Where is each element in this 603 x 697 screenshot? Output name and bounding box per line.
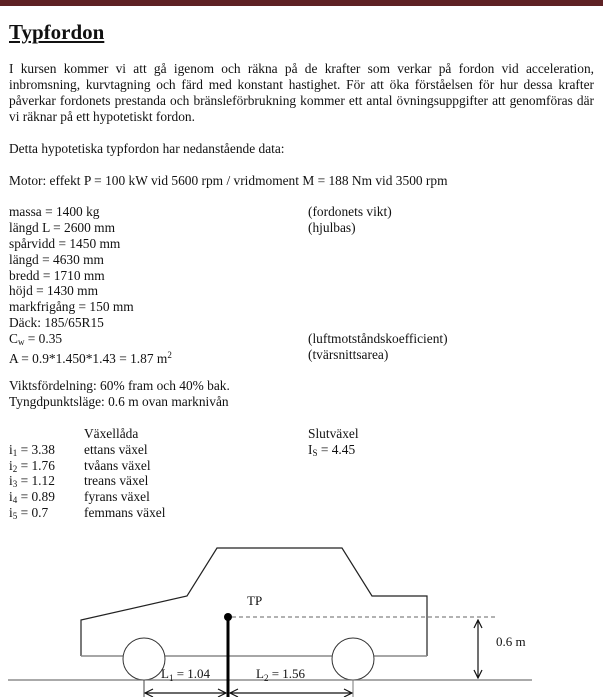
spec-area-note: (tvärsnittsarea) [308, 347, 389, 362]
spec-hojd: höjd = 1430 mm [9, 283, 99, 298]
gear-name-1: ettans växel [84, 442, 148, 457]
spec-langd-l-note: (hjulbas) [308, 220, 356, 235]
front-wheel [332, 638, 374, 680]
l1-value: = 1.04 [173, 666, 211, 681]
gear-value: = 0.7 [17, 505, 49, 520]
spec-langd: längd = 4630 mm [9, 252, 104, 267]
l1-symbol: L [161, 666, 169, 681]
l2-subscript: 2 [263, 673, 269, 683]
motor-spec: Motor: effekt P = 100 kW vid 5600 rpm / vridmoment M = 188 Nm vid 3500 rpm [9, 173, 448, 188]
gear-symbol: i [9, 442, 13, 457]
tp-label: TP [247, 593, 263, 608]
gear-subscript: 4 [12, 495, 18, 505]
page-title: Typfordon [9, 20, 105, 44]
cw-subscript: w [17, 337, 25, 347]
spec-bredd: bredd = 1710 mm [9, 268, 105, 283]
gear-name-4: fyrans växel [84, 489, 150, 504]
cog-dot [224, 613, 232, 621]
gear-subscript: 3 [12, 479, 18, 489]
l2-value: = 1.56 [268, 666, 306, 681]
cog-height: Tyngdpunktsläge: 0.6 m ovan marknivån [9, 394, 229, 409]
gear-value: = 0.89 [17, 489, 55, 504]
l1-label [161, 666, 211, 683]
final-drive-subscript: S [312, 448, 318, 458]
gear-value: = 3.38 [17, 442, 55, 457]
cw-symbol: C [9, 331, 18, 346]
intro-paragraph: I kursen kommer vi att gå igenom och räkna på de krafter som verkar på fordon vid acceleration, inbromsning, kurvtagning och färd med konstant hastighet. För att öka förståelsen för hur dessa krafter påverkar fordonets prestanda och bränsleförbrukning kommer ett antal övningsuppgifter att genomföras där vi räknar på ett hypotetiskt fordon. [9, 61, 594, 124]
gear-symbol: i [9, 505, 13, 520]
spec-sparvidd: spårvidd = 1450 mm [9, 236, 121, 251]
height-label: 0.6 m [496, 634, 526, 649]
area-expression: A = 0.9*1.450*1.43 = 1.87 m [9, 351, 168, 366]
area-superscript: 2 [167, 350, 172, 360]
l1-subscript: 1 [168, 673, 174, 683]
gear-subscript: 2 [12, 464, 18, 474]
spec-massa-note: (fordonets vikt) [308, 204, 392, 219]
gear-subscript: 5 [12, 511, 18, 521]
gear-value: = 1.12 [17, 473, 55, 488]
gear-symbol: i [9, 473, 13, 488]
l2-symbol: L [256, 666, 264, 681]
final-drive-value: = 4.45 [317, 442, 356, 457]
spec-markfrigang: markfrigång = 150 mm [9, 299, 134, 314]
spec-cw-note: (luftmotståndskoefficient) [308, 331, 448, 346]
l2-label [256, 666, 306, 683]
gear-symbol: i [9, 489, 13, 504]
weight-distribution: Viktsfördelning: 60% fram och 40% bak. [9, 378, 230, 393]
gear-subscript: 1 [12, 448, 18, 458]
spec-massa: massa = 1400 kg [9, 204, 100, 219]
gear-name-2: tvåans växel [84, 458, 151, 473]
spec-dack: Däck: 185/65R15 [9, 315, 104, 330]
gear-symbol: i [9, 458, 13, 473]
gearbox-header: Växellåda [84, 426, 139, 441]
gear-name-3: treans växel [84, 473, 149, 488]
gear-name-5: femmans växel [84, 505, 166, 520]
final-drive-symbol: I [308, 442, 313, 457]
rear-wheel [123, 638, 165, 680]
final-drive-header: Slutväxel [308, 426, 359, 441]
spec-langd-l: längd L = 2600 mm [9, 220, 115, 235]
gear-value: = 1.76 [17, 458, 55, 473]
cw-value: = 0.35 [24, 331, 63, 346]
data-intro: Detta hypotetiska typfordon har nedanstående data: [9, 141, 285, 156]
